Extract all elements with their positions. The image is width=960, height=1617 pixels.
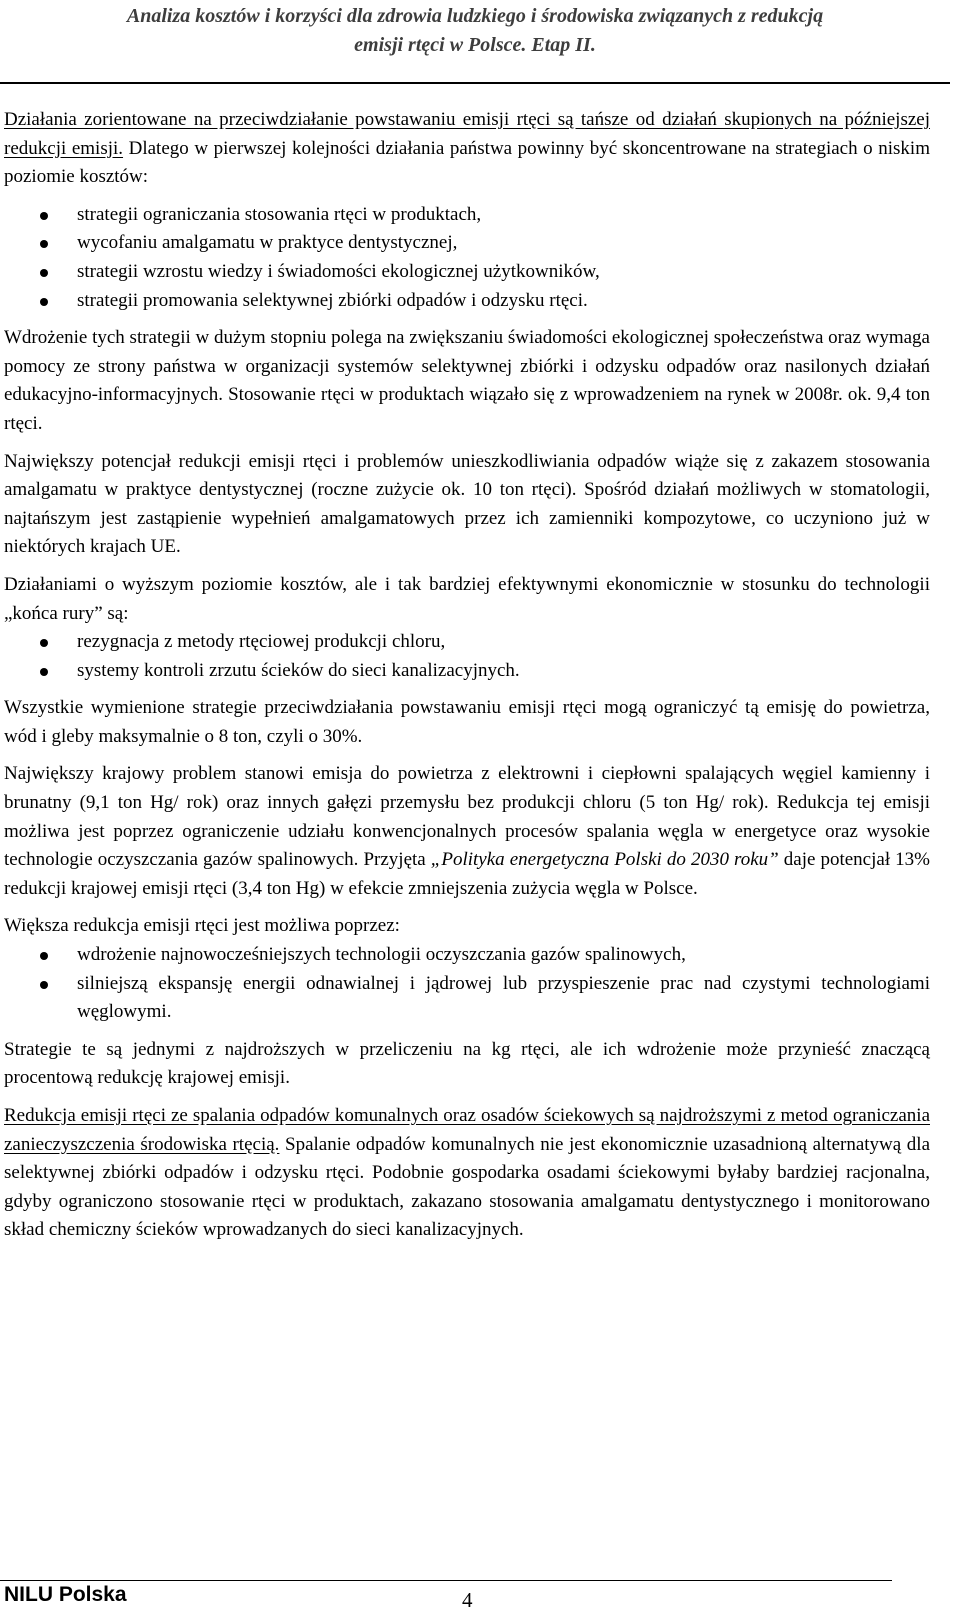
paragraph-5: Wszystkie wymienione strategie przeciwdziałania powstawaniu emisji rtęci mogą ograniczyć tą emisję do powietrza, wód i gleby maksymalnie o 8 ton, czyli o 30%. (4, 697, 930, 747)
underlined-text: Redukcja emisji rtęci ze spalania odpadów komunalnych oraz osadów ściekowych są najdroższymi z metod ograniczania zanieczyszczenia środowiska rtęcią. (4, 1105, 930, 1155)
document-body (4, 106, 930, 1254)
paragraph-2: Wdrożenie tych strategii w dużym stopniu polega na zwiększaniu świadomości ekologicznej społeczeństwa oraz wymaga pomocy ze strony państwa w organizacji systemów selektywnej zbiórki i odzysku odpadów oraz nasilonych działań edukacyjno-informacyjnych. Stosowanie rtęci w produktach wiązało się z wprowadzeniem na rynek w 2008r. ok. 9,4 ton rtęci. (4, 327, 930, 434)
footer-organization: NILU Polska (4, 1583, 127, 1606)
bullet-list-1 (4, 201, 930, 315)
paragraph-1: Działania zorientowane na przeciwdziałanie powstawaniu emisji rtęci są tańsze od działań skupionych na późniejszej redukcji emisji. Dlatego w pierwszej kolejności działania państwa powinny być skoncentrowane na strategiach o niskim poziomie kosztów: (4, 109, 930, 188)
bullet-list-2 (4, 628, 930, 685)
paragraph-9: Redukcja emisji rtęci ze spalania odpadów komunalnych oraz osadów ściekowych są najdroższymi z metod ograniczania zanieczyszczenia środowiska rtęcią. Spalanie odpadów komunalnych nie jest ekonomicznie uzasadnioną alternatywą dla selektywnej zbiórki odpadów i odzysku rtęci. Podobnie gospodarka osadami ściekowymi byłaby bardziej racjonalna, gdyby ograniczono stosowanie rtęci w produktach, zakazano stosowania amalgamatu dentystycznego i monitorowano skład chemiczny ścieków wprowadzanych do sieci kanalizacyjnych. (4, 1105, 931, 1241)
underlined-text: Działania zorientowane na przeciwdziałanie powstawaniu emisji rtęci są tańsze od działań skupionych na późniejszej redukcji emisji. (4, 109, 930, 159)
footer-divider (0, 1580, 892, 1581)
page-number: 4 (462, 1588, 473, 1612)
header-line-1: Analiza kosztów i korzyści dla zdrowia ludzkiego i środowiska związanych z redukcją (126, 5, 824, 27)
list-item: strategii wzrostu wiedzy i świadomości ekologicznej użytkowników, (4, 258, 930, 287)
bullet-list-3 (4, 941, 930, 1027)
list-item: systemy kontroli zrzutu ścieków do sieci kanalizacyjnych. (4, 657, 930, 686)
list-item: silniejszą ekspansję energii odnawialnej i jądrowej lub przyspieszenie prac nad czystymi technologiami węglowymi. (4, 970, 930, 1027)
header-divider (0, 82, 950, 84)
paragraph-6: Największy krajowy problem stanowi emisja do powietrza z elektrowni i ciepłowni spalających węgiel kamienny i brunatny (9,1 ton Hg/ rok) oraz innych gałęzi przemysłu bez produkcji chloru (5 ton Hg/ rok). Redukcja tej emisji możliwa jest poprzez ograniczenie udziału konwencjonalnych procesów spalania węgla w energetyce oraz wysokie technologie oczyszczania gazów spalinowych. Przyjęta „Polityka energetyczna Polski do 2030 roku” daje potencjał 13% redukcji krajowej emisji rtęci (3,4 ton Hg) w efekcie zmniejszenia zużycia węgla w Polsce. (4, 763, 931, 899)
running-header (0, 2, 950, 60)
list-item: strategii promowania selektywnej zbiórki odpadów i odzysku rtęci. (4, 287, 930, 316)
header-line-2: emisji rtęci w Polsce. Etap II. (354, 34, 596, 56)
list-item: wdrożenie najnowocześniejszych technologii oczyszczania gazów spalinowych, (4, 941, 930, 970)
paragraph-7: Większa redukcja emisji rtęci jest możliwa poprzez: (4, 915, 400, 937)
paragraph-4: Działaniami o wyższym poziomie kosztów, ale i tak bardziej efektywnymi ekonomicznie w stosunku do technologii „końca rury” są: (4, 573, 930, 624)
list-item: wycofaniu amalgamatu w praktyce dentystycznej, (4, 229, 930, 258)
list-item: strategii ograniczania stosowania rtęci w produktach, (4, 201, 930, 230)
paragraph-3: Największy potencjał redukcji emisji rtęci i problemów unieszkodliwiania odpadów wiąże się z zakazem stosowania amalgamatu w praktyce dentystycznej (roczne zużycie ok. 10 ton rtęci). Spośród działań możliwych w stomatologii, najtańszym jest zastąpienie wypełnień amalgamatowych przez ich zamienniki kompozytowe, co uczyniono już w niektórych krajach UE. (4, 450, 930, 558)
list-item: rezygnacja z metody rtęciowej produkcji chloru, (4, 628, 930, 657)
paragraph-8: Strategie te są jednymi z najdroższych w przeliczeniu na kg rtęci, ale ich wdrożenie może przynieść znaczącą procentową redukcję krajowej emisji. (4, 1038, 930, 1089)
italic-title: „Polityka energetyczna Polski do 2030 roku” (430, 849, 779, 871)
